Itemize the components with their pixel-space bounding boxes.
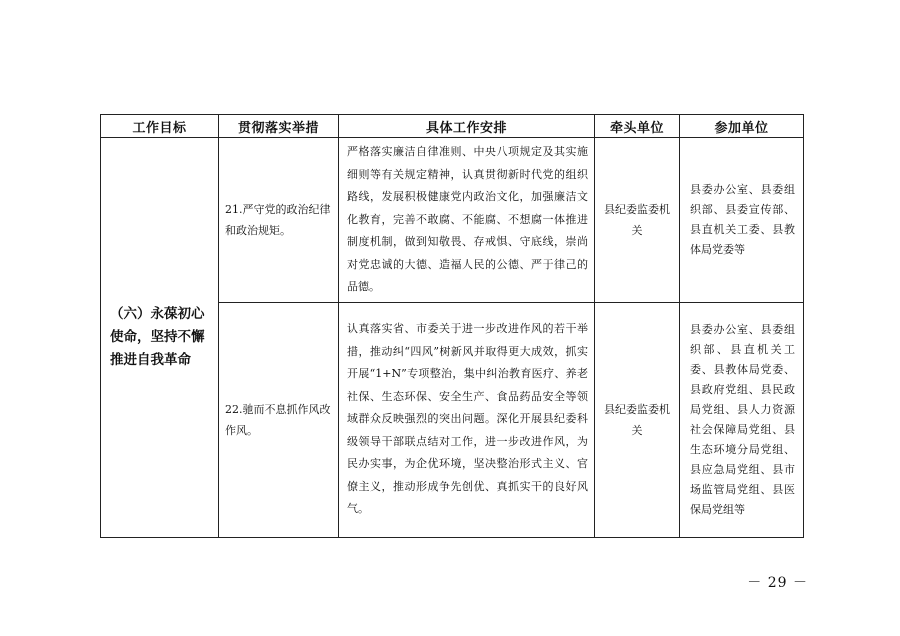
header-participating-units: 参加单位 [680, 115, 804, 138]
header-lead-unit: 牵头单位 [595, 115, 680, 138]
page-number: － 29 － [747, 575, 808, 591]
header-work-goal: 工作目标 [101, 115, 219, 138]
participating-units-cell: 县委办公室、县委组织部、县直机关工委、县教体局党委、县政府党组、县民政局党组、县人力资源社会保障局党组、县生态环境分局党组、县应急局党组、县市场监管局党组、县医保局党组等 [680, 302, 804, 537]
arrangement-cell: 严格落实廉洁自律准则、中央八项规定及其实施细则等有关规定精神，认真贯彻新时代党的组织路线，发展积极健康党内政治文化，加强廉洁文化教育，完善不敢腐、不能腐、不想腐一体推进制度机制，做到知敬畏、存戒惧、守底线，崇尚对党忠诚的大德、造福人民的公德、严于律己的品德。 [339, 138, 595, 303]
table-row [101, 138, 804, 303]
lead-unit-cell: 县纪委监委机关 [595, 302, 680, 537]
measure-cell: 21.严守党的政治纪律和政治规矩。 [219, 138, 339, 303]
lead-unit-cell: 县纪委监委机关 [595, 138, 680, 303]
measure-cell: 22.驰而不息抓作风改作风。 [219, 302, 339, 537]
arrangement-cell: 认真落实省、市委关于进一步改进作风的若干举措，推动纠“四风”树新风并取得更大成效，抓实开展“1+N”专项整治，集中纠治教育医疗、养老社保、生态环保、安全生产、食品药品安全等领域群众反映强烈的突出问题。深化开展县纪委科级领导干部联点结对工作，进一步改进作风，为民办实事，为企优环境，坚决整治形式主义、官僚主义，推动形成争先创优、真抓实干的良好风气。 [339, 302, 595, 537]
table-header-row [101, 115, 804, 138]
work-goal-cell: （六）永葆初心使命，坚持不懈推进自我革命 [101, 138, 219, 538]
work-plan-table [100, 114, 804, 538]
header-measures: 贯彻落实举措 [219, 115, 339, 138]
header-arrangements: 具体工作安排 [339, 115, 595, 138]
participating-units-cell: 县委办公室、县委组织部、县委宣传部、县直机关工委、县教体局党委等 [680, 138, 804, 303]
